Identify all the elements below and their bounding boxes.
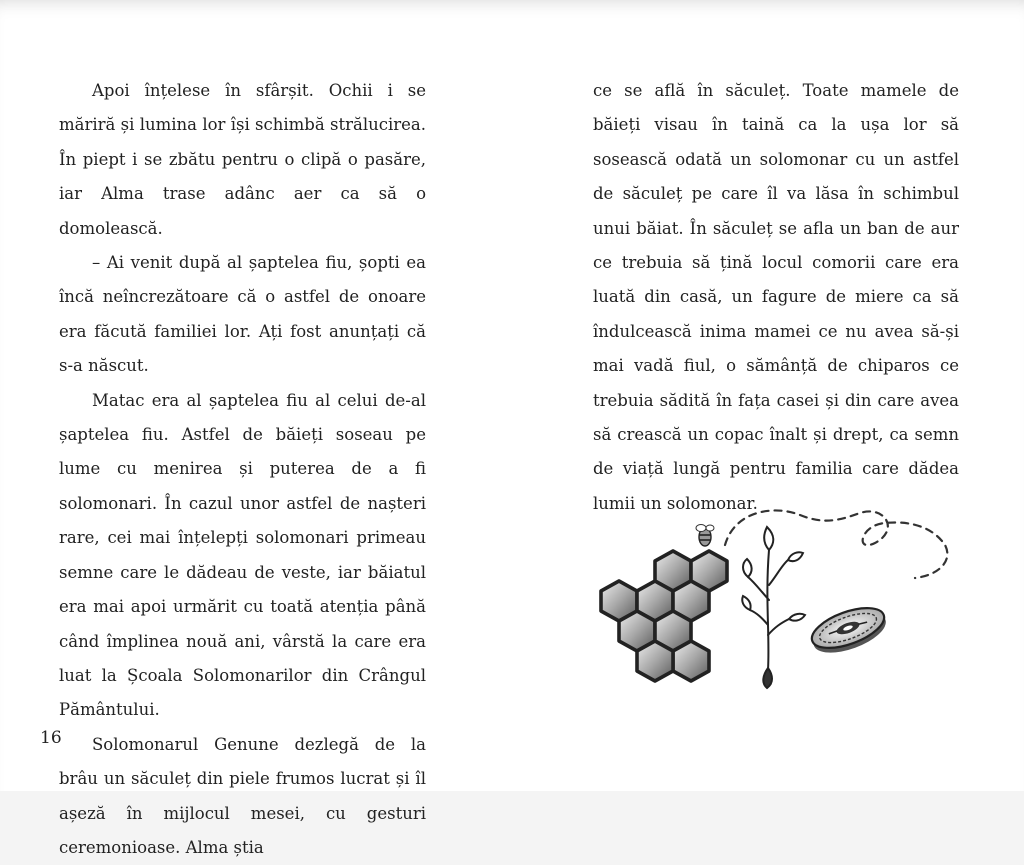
paragraph: ce se află în săculeț. Toate mamele de băieți visau în taină ca la ușa lor să sosească odată un solomonar cu un astfel de săculeț pe care îl va lăsa în schimbul unui băiat. În săculeț se afla un ban de aur ce trebuia să țină locul comorii care era luată din casă, un fagure de miere ca să îndulcească inima mamei ce nu avea să-și mai vadă fiul, o sămânță de chiparos ce trebuia sădită în fața casei și din care avea să crească un copac înalt și drept, ca semn de viață lungă pentru familia care dădea lumii un solomonar. [593,81,959,513]
paragraph: Solomonarul Genune dezlegă de la brâu un săculeț din piele frumos lucrat și îl așeză în mijlocul mesei, cu gesturi ceremonioase. Alma știa [59,734,426,857]
page-number: 16 [40,728,62,748]
honeycomb-icon [601,551,727,681]
flight-path [725,510,947,578]
left-page-text [59,74,426,865]
seedling-icon [742,527,805,688]
coin-icon [807,600,891,661]
paragraph: Matac era al șaptelea fiu al celui de-al șaptelea fiu. Astfel de băieți soseau pe lume cu menirea și puterea de a fi solomonari. În cazul unor astfel de nașteri rare, cei mai înțelepți solomonari primeau semne care le dădeau de veste, iar băiatul era mai apoi urmărit cu toată atenția până când împlinea nouă ani, vârstă la care era luat la Școala Solomonarilor din Crângul Pământului. [59,390,426,720]
right-page-text [593,74,959,521]
illustration [585,505,965,690]
paragraph: – Ai venit după al șaptelea fiu, șopti ea încă neîncrezătoare că o astfel de onoare era făcută familiei lor. Ați fost anunțați că s-a născut. [59,253,426,376]
bee-icon [696,525,714,547]
paragraph: Apoi înțelese în sfârșit. Ochii i se măriră și lumina lor își schimbă strălucirea. În piept i se zbătu pentru o clipă o pasăre, iar Alma trase adânc aer ca să o domolească. [59,81,426,238]
